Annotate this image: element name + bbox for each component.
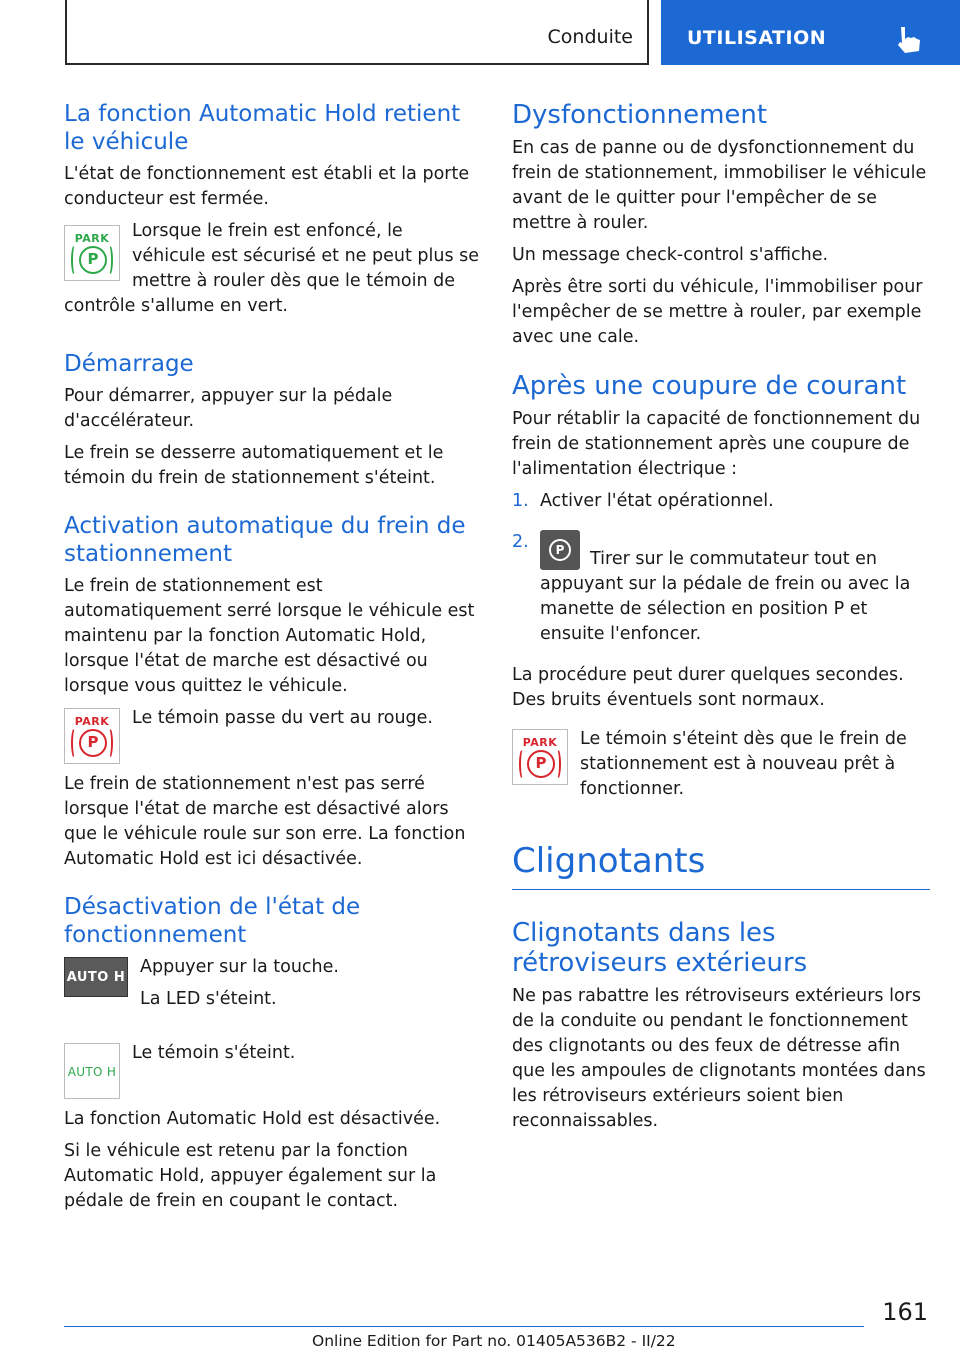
pointing-hand-icon (895, 25, 923, 55)
paragraph: En cas de panne ou de dysfonctionnement du frein de stationnement, immobiliser le véhicule avant de le quitter pour l'empêcher de se mettre à rouler. (512, 138, 927, 233)
park-lamp-red-block (64, 706, 480, 764)
header-chapter-tab[interactable] (661, 0, 960, 65)
park-lamp-red-icon: PARK P (64, 708, 120, 764)
heading-dysfonctionnement: Dysfonctionnement (512, 100, 768, 130)
paragraph: Lorsque le frein est enfoncé, le véhicule est sécurisé et ne peut plus se mettre à rouler dès que le témoin de contrôle s'allume en vert. (64, 221, 480, 316)
list-item: 2. P Tirer sur le commutateur tout en appuyant sur la pédale de frein ou avec la manette de sélection en position P et ensuite l'enfoncer. (512, 532, 911, 644)
paragraph: Le témoin s'éteint dès que le frein de stationnement est à nouveau prêt à fonctionner. (580, 729, 907, 799)
heading-desactivation: Désactivation de l'état de fonctionnement (64, 894, 361, 948)
paragraph: Le frein de stationnement n'est pas serré lorsque l'état de marche est désactivé alors que le véhicule roule sur son erre. La fonction Automatic Hold est ici désactivée. (64, 774, 466, 869)
paragraph: Ne pas rabattre les rétroviseurs extérieurs lors de la conduite ou pendant le fonctionnement des clignotants ou des feux de détresse afin que les ampoules de clignotants montées dans les rétroviseurs extérieurs soient bien reconnaissables. (512, 986, 926, 1131)
parking-brake-switch-icon: P (540, 530, 580, 570)
page-number: 161 (882, 1298, 928, 1326)
paragraph: Si le véhicule est retenu par la fonction Automatic Hold, appuyer également sur la pédale de frein en coupant le contact. (64, 1141, 437, 1211)
autoh-lamp-icon: AUTO H (64, 1043, 120, 1099)
footer-edition: Online Edition for Part no. 01405A536B2 - II/22 (312, 1332, 676, 1350)
autoh-lamp-block (64, 1041, 480, 1099)
park-lamp-green-block (64, 219, 480, 326)
heading-automatic-hold: La fonction Automatic Hold retient le véhicule (64, 101, 461, 155)
paragraph: Le témoin passe du vert au rouge. (132, 708, 433, 728)
paragraph: Le témoin s'éteint. (132, 1043, 296, 1063)
header-section-box (65, 0, 649, 65)
steps-list (512, 489, 930, 647)
heading-demarrage: Démarrage (64, 351, 194, 377)
chapter-title-clignotants: Clignotants (512, 841, 930, 890)
park-lamp-green-icon: PARK P (64, 225, 120, 281)
paragraph: Le frein se desserre automatiquement et le témoin du frein de stationnement s'éteint. (64, 443, 444, 488)
footer-divider (64, 1326, 864, 1327)
park-lamp-red-icon: PARK P (512, 729, 568, 785)
heading-coupure-courant: Après une coupure de courant (512, 371, 907, 401)
paragraph: La fonction Automatic Hold est désactivée. (64, 1109, 441, 1129)
right-column (512, 100, 930, 1141)
list-item: 1. Activer l'état opérationnel. (512, 491, 774, 511)
heading-activation-automatique: Activation automatique du frein de stationnement (64, 513, 466, 567)
park-lamp-red-block-2 (512, 727, 930, 809)
paragraph: Le frein de stationnement est automatiquement serré lorsque le véhicule est maintenu par la fonction Automatic Hold, lorsque l'état de marche est désactivé ou lorsque vous quittez le véhicule. (64, 576, 475, 696)
paragraph: Appuyer sur la touche. (140, 957, 339, 977)
left-column (64, 100, 480, 1221)
paragraph: Un message check-control s'affiche. (512, 245, 829, 265)
paragraph: Pour démarrer, appuyer sur la pédale d'accélérateur. (64, 386, 393, 431)
heading-clignotants-retroviseurs: Clignotants dans les rétroviseurs extérieurs (512, 918, 808, 978)
header-section-title: Conduite (547, 26, 633, 48)
header-chapter-label: UTILISATION (687, 27, 827, 49)
autoh-button-icon: AUTO H (64, 957, 128, 997)
paragraph: L'état de fonctionnement est établi et la porte conducteur est fermée. (64, 164, 470, 209)
paragraph: La LED s'éteint. (140, 989, 277, 1009)
paragraph: Après être sorti du véhicule, l'immobiliser pour l'empêcher de se mettre à rouler, par exemple avec une cale. (512, 277, 923, 347)
paragraph: Pour rétablir la capacité de fonctionnement du frein de stationnement après une coupure de l'alimentation électrique : (512, 409, 921, 479)
autoh-button-block (64, 955, 480, 1019)
paragraph: La procédure peut durer quelques secondes. Des bruits éventuels sont normaux. (512, 665, 904, 710)
